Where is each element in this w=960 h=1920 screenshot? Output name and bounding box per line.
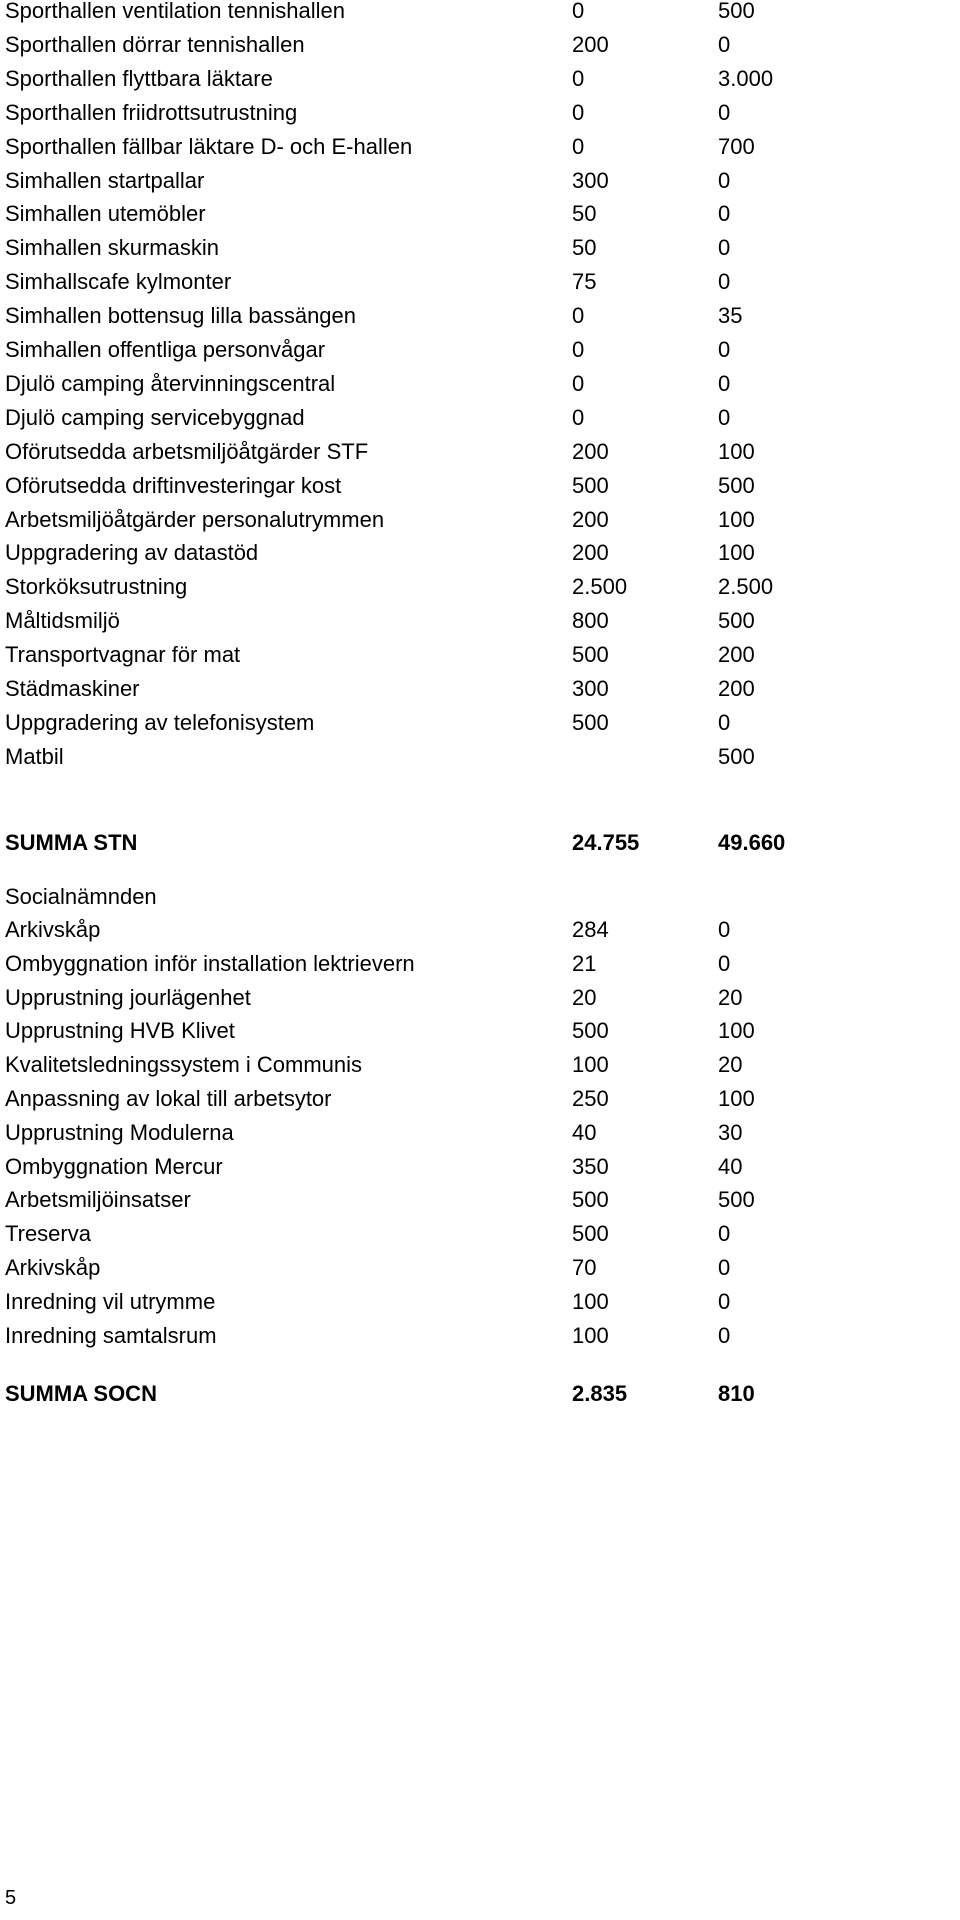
table-row — [0, 672, 960, 706]
row-label: Simhallen utemöbler — [5, 201, 206, 227]
row-value-a: 50 — [572, 235, 597, 261]
row-label: Djulö camping servicebyggnad — [5, 404, 305, 430]
table-row — [0, 299, 960, 333]
row-value-b: 100 — [718, 1086, 755, 1111]
table-row — [0, 536, 960, 570]
table-row — [0, 570, 960, 604]
section-heading — [0, 880, 960, 914]
table-row — [0, 1014, 960, 1048]
row-value-a: 300 — [572, 167, 609, 193]
table-row — [0, 197, 960, 231]
table-row — [0, 96, 960, 130]
row-value-b: 0 — [718, 709, 731, 735]
row-label: Ombyggnation inför installation lektrievern — [5, 950, 415, 976]
row-label: Sporthallen friidrottsutrustning — [5, 99, 298, 125]
row-label: Arkivskåp — [5, 1255, 101, 1280]
row-label: Upprustning Modulerna — [5, 1119, 234, 1145]
row-label: Djulö camping återvinningscentral — [5, 370, 336, 396]
row-label: Matbil — [5, 743, 64, 769]
row-label: Upprustning HVB Klivet — [5, 1018, 235, 1044]
table-row — [0, 130, 960, 164]
row-value-a: 500 — [572, 642, 609, 668]
summa-stn-row — [0, 826, 960, 860]
row-value-b: 0 — [718, 1255, 731, 1280]
table-row — [0, 401, 960, 435]
row-value-b: 35 — [718, 303, 743, 329]
row-value-a: 75 — [572, 269, 597, 295]
table-row — [0, 740, 960, 774]
row-value-b: 0 — [718, 1221, 731, 1247]
row-label: Uppgradering av datastöd — [5, 540, 259, 566]
row-label: Uppgradering av telefonisystem — [5, 709, 315, 735]
row-label: Sporthallen ventilation tennishallen — [5, 0, 346, 23]
row-value-b: 0 — [718, 201, 731, 227]
row-value-b: 0 — [718, 370, 731, 396]
table-row — [0, 435, 960, 469]
table-row — [0, 913, 960, 947]
row-label: Arkivskåp — [5, 917, 101, 942]
table-row — [0, 1217, 960, 1251]
table-row — [0, 367, 960, 401]
row-value-a: 0 — [572, 0, 585, 23]
row-value-b: 100 — [718, 506, 755, 532]
row-value-a: 500 — [572, 472, 609, 498]
row-label: Inredning samtalsrum — [5, 1322, 217, 1348]
row-value-b: 0 — [718, 269, 731, 295]
row-value-b: 0 — [718, 99, 731, 125]
row-value-b: 20 — [718, 984, 743, 1010]
row-value-b: 0 — [718, 235, 731, 261]
row-label: Treserva — [5, 1221, 91, 1247]
table-row — [0, 638, 960, 672]
row-label: Simhallen skurmaskin — [5, 235, 219, 261]
row-value-b: 0 — [718, 31, 731, 57]
row-value-a: 50 — [572, 201, 597, 227]
row-value-a: 0 — [572, 99, 585, 125]
table-row — [0, 1082, 960, 1116]
table-row — [0, 1150, 960, 1184]
section-heading-text: Socialnämnden — [5, 884, 157, 909]
row-value-b: 0 — [718, 950, 731, 976]
row-label: Städmaskiner — [5, 676, 140, 701]
row-label: Upprustning jourlägenhet — [5, 984, 251, 1010]
table-row — [0, 706, 960, 740]
row-label: Simhallen bottensug lilla bassängen — [5, 303, 357, 329]
row-value-a: 0 — [572, 404, 585, 430]
row-value-b: 0 — [718, 167, 731, 193]
table-row — [0, 469, 960, 503]
row-label: Transportvagnar för mat — [5, 642, 241, 668]
table-row — [0, 981, 960, 1015]
row-label: Arbetsmiljöåtgärder personalutrymmen — [5, 506, 385, 532]
table-row — [0, 62, 960, 96]
table-row — [0, 231, 960, 265]
table-row — [0, 1285, 960, 1319]
row-value-b: 700 — [718, 133, 755, 159]
row-value-b: 40 — [718, 1153, 743, 1179]
row-label: Simhallen offentliga personvågar — [5, 337, 326, 362]
row-value-b: 0 — [718, 917, 731, 942]
row-label: Oförutsedda driftinvesteringar kost — [5, 472, 342, 498]
row-value-a: 800 — [572, 608, 609, 634]
row-value-a: 300 — [572, 676, 609, 701]
row-value-a: 0 — [572, 133, 585, 159]
table-row — [0, 28, 960, 62]
summa-value-a: 24.755 — [572, 830, 640, 855]
row-value-b: 100 — [718, 438, 755, 464]
row-label: Sporthallen flyttbara läktare — [5, 65, 273, 91]
row-value-a: 0 — [572, 370, 585, 396]
row-label: Arbetsmiljöinsatser — [5, 1187, 191, 1213]
row-value-a: 200 — [572, 540, 609, 566]
row-value-a: 200 — [572, 31, 609, 57]
summa-label: SUMMA SOCN — [5, 1381, 157, 1406]
row-value-a: 500 — [572, 709, 609, 735]
row-value-a: 70 — [572, 1255, 597, 1280]
row-label: Sporthallen dörrar tennishallen — [5, 31, 305, 57]
row-value-a: 0 — [572, 65, 585, 91]
row-value-a: 200 — [572, 438, 609, 464]
row-value-b: 500 — [718, 608, 755, 634]
row-label: Inredning vil utrymme — [5, 1288, 216, 1314]
summa-label: SUMMA STN — [5, 830, 138, 855]
row-value-b: 0 — [718, 1288, 731, 1314]
row-value-a: 100 — [572, 1052, 609, 1078]
summa-socn-row — [0, 1377, 960, 1411]
table-row — [0, 1251, 960, 1285]
row-value-b: 2.500 — [718, 574, 774, 600]
row-value-b: 0 — [718, 1322, 731, 1348]
page-number: 5 — [5, 1887, 17, 1909]
row-label: Simhallen startpallar — [5, 167, 205, 193]
row-value-a: 100 — [572, 1322, 609, 1348]
row-label: Simhallscafe kylmonter — [5, 269, 232, 295]
row-value-a: 500 — [572, 1187, 609, 1213]
row-value-a: 500 — [572, 1018, 609, 1044]
row-label: Storköksutrustning — [5, 574, 188, 600]
row-value-b: 3.000 — [718, 65, 774, 91]
row-label: Ombyggnation Mercur — [5, 1153, 223, 1179]
row-value-a: 0 — [572, 337, 585, 362]
summa-value-a: 2.835 — [572, 1381, 628, 1406]
row-value-b: 100 — [718, 1018, 755, 1044]
row-value-a: 200 — [572, 506, 609, 532]
table-row — [0, 265, 960, 299]
table-row — [0, 947, 960, 981]
row-value-a: 40 — [572, 1119, 597, 1145]
row-value-b: 200 — [718, 676, 755, 701]
row-value-b: 0 — [718, 404, 731, 430]
table-row — [0, 1048, 960, 1082]
row-value-b: 500 — [718, 1187, 755, 1213]
row-value-a: 500 — [572, 1221, 609, 1247]
row-value-a: 284 — [572, 917, 609, 942]
row-value-b: 100 — [718, 540, 755, 566]
row-label: Sporthallen fällbar läktare D- och E-hallen — [5, 133, 413, 159]
row-label: Anpassning av lokal till arbetsytor — [5, 1086, 332, 1111]
row-value-b: 500 — [718, 743, 755, 769]
row-value-b: 200 — [718, 642, 755, 668]
row-value-a: 21 — [572, 950, 597, 976]
row-value-a: 100 — [572, 1288, 609, 1314]
row-value-b: 20 — [718, 1052, 743, 1078]
row-value-b: 500 — [718, 472, 755, 498]
table-row — [0, 1183, 960, 1217]
summa-value-b: 810 — [718, 1381, 755, 1406]
row-value-a: 20 — [572, 984, 597, 1010]
table-row — [0, 1319, 960, 1353]
table-row — [0, 0, 960, 28]
row-label: Måltidsmiljö — [5, 608, 120, 634]
row-value-a: 350 — [572, 1153, 609, 1179]
table-row — [0, 503, 960, 537]
row-value-b: 30 — [718, 1119, 743, 1145]
row-value-a: 250 — [572, 1086, 609, 1111]
table-row — [0, 1116, 960, 1150]
row-value-b: 500 — [718, 0, 755, 23]
table-row — [0, 164, 960, 198]
row-value-a: 2.500 — [572, 574, 628, 600]
table-row — [0, 604, 960, 638]
table-row — [0, 333, 960, 367]
row-value-b: 0 — [718, 337, 731, 362]
row-value-a: 0 — [572, 303, 585, 329]
row-label: Oförutsedda arbetsmiljöåtgärder STF — [5, 438, 369, 464]
row-label: Kvalitetsledningssystem i Communis — [5, 1052, 363, 1078]
summa-value-b: 49.660 — [718, 830, 786, 855]
